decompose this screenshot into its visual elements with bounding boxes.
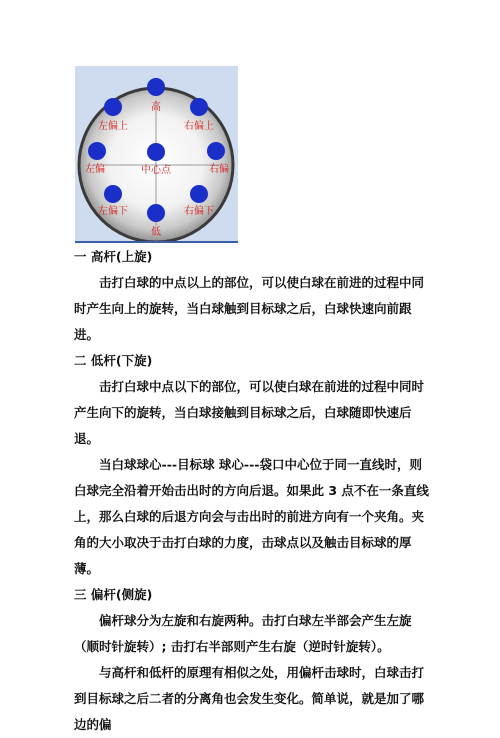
- dot-right: [207, 142, 225, 160]
- paragraph: 与高杆和低杆的原理有相似之处，用偏杆击球时，白球击打到目标球之后二者的分离角也会发生变化。简单说，就是加了哪边的偏: [74, 665, 425, 732]
- dot-upper-right: [190, 98, 208, 116]
- label-upper-left: 左偏上: [98, 121, 128, 132]
- dot-upper-left: [104, 98, 122, 116]
- dot-top: [147, 78, 165, 96]
- article-body: [74, 244, 434, 738]
- paragraph: 击打白球的中点以上的部位，可以使白球在前进的过程中同时产生向上的旋转，当白球触到目标球之后，白球快速向前跟进。: [74, 275, 425, 342]
- paragraph: 击打白球中点以下的部位，可以使白球在前进的过程中同时产生向下的旋转，当白球接触到目标球之后，白球随即快速后退。: [74, 379, 425, 446]
- dot-lower-right: [190, 185, 208, 203]
- label-bottom: 低: [151, 227, 161, 238]
- dot-lower-left: [104, 185, 122, 203]
- label-left: 左偏: [85, 164, 105, 175]
- label-lower-left: 左偏下: [98, 206, 128, 217]
- label-lower-right: 右偏下: [184, 206, 214, 217]
- paragraph: 当白球球心---目标球 球心---袋口中心位于同一直线时，则白球完全沿着开始击出时的方向后退。如果此 3 点不在一条直线上，那么白球的后退方向会与击出时的前进方向有一个夹角。夹角的大小取决于击打白球的力度，击球点以及触击目标球的厚薄。: [74, 457, 429, 576]
- section-heading-side-cue: 三 偏杆(侧旋): [74, 587, 153, 602]
- label-upper-right: 右偏上: [184, 121, 214, 132]
- dot-bottom: [147, 204, 165, 222]
- paragraph: 偏杆球分为左旋和右旋两种。击打白球左半部会产生左旋（顺时针旋转）; 击打右半部则产生右旋（逆时针旋转）。: [74, 613, 412, 654]
- label-right: 右偏: [209, 164, 229, 175]
- section-heading-low-cue: 二 低杆(下旋): [74, 353, 153, 368]
- label-center: 中心点: [141, 165, 171, 176]
- section-heading-high-cue: 一 高杆(上旋): [74, 249, 153, 264]
- cue-ball-diagram: [75, 66, 238, 243]
- label-top: 高: [151, 102, 161, 113]
- dot-left: [88, 142, 106, 160]
- dot-center: [147, 143, 165, 161]
- cue-ball-svg: [75, 66, 238, 241]
